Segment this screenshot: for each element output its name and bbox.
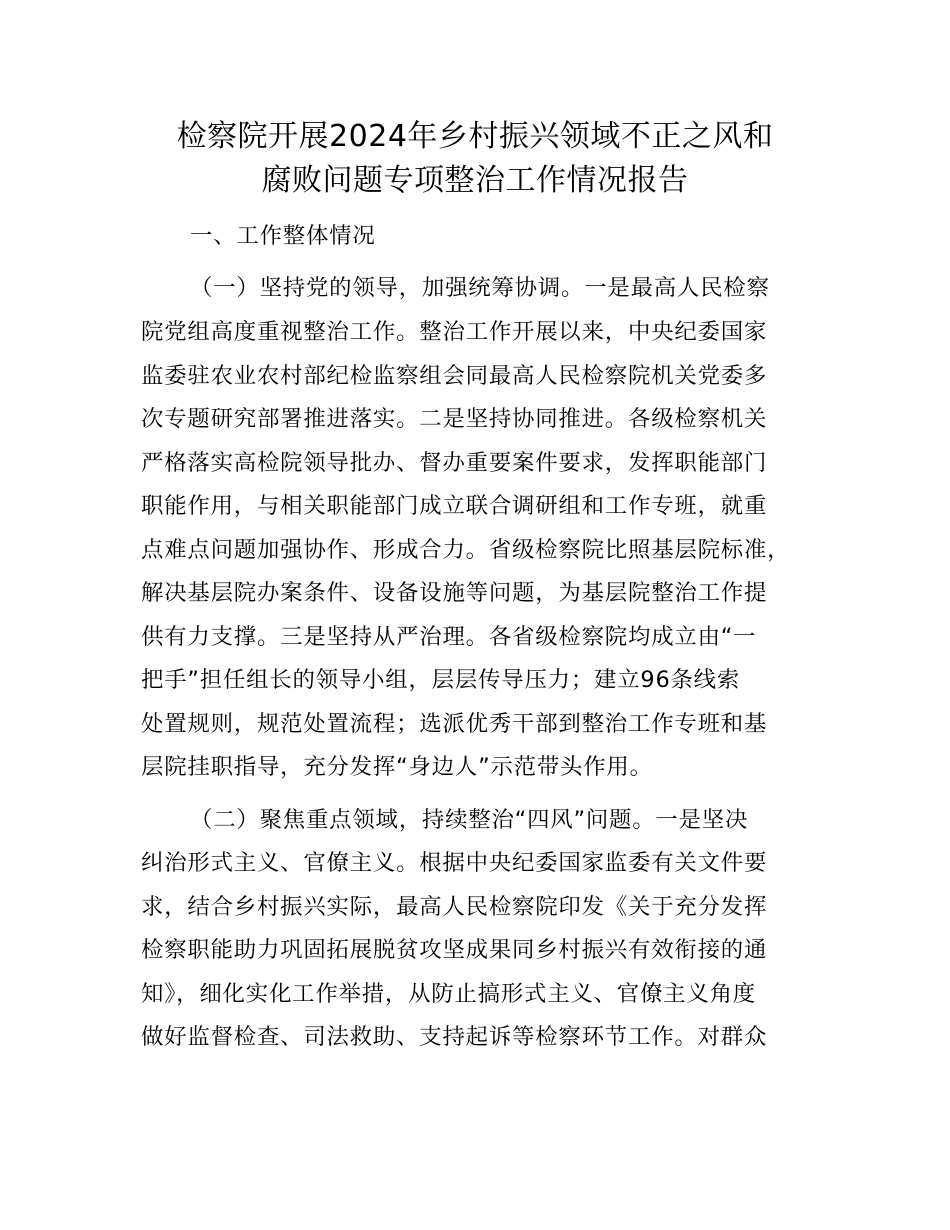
paragraph-1-line: 点难点问题加强协作、形成合力。省级检察院比照基层院标准， bbox=[141, 537, 791, 563]
paragraph-1-line: 监委驻农业农村部纪检监察组会同最高人民检察院机关党委多 bbox=[141, 363, 768, 389]
paragraph-1-line: （一）坚持党的领导，加强统筹协调。一是最高人民检察 bbox=[190, 275, 770, 301]
paragraph-1-line: 次专题研究部署推进落实。二是坚持协同推进。各级检察机关 bbox=[141, 406, 768, 432]
paragraph-2-line: 做好监督检查、司法救助、支持起诉等检察环节工作。对群众 bbox=[141, 1024, 768, 1050]
paragraph-1-line: 职能作用，与相关职能部门成立联合调研组和工作专班，就重 bbox=[141, 493, 768, 519]
paragraph-2-line: 检察职能助力巩固拓展脱贫攻坚成果同乡村振兴有效衔接的通 bbox=[141, 937, 768, 963]
paragraph-2-line: 求，结合乡村振兴实际，最高人民检察院印发《关于充分发挥 bbox=[141, 894, 768, 920]
section-heading: 一、工作整体情况 bbox=[190, 223, 376, 249]
paragraph-2-line: 纠治形式主义、官僚主义。根据中央纪委国家监委有关文件要 bbox=[141, 850, 768, 876]
paragraph-1-line: 供有力支撑。三是坚持从严治理。各省级检察院均成立由“一 bbox=[141, 624, 757, 650]
document-title-line-2: 腐败问题专项整治工作情况报告 bbox=[261, 163, 689, 198]
paragraph-1-line: 院党组高度重视整治工作。整治工作开展以来，中央纪委国家 bbox=[141, 319, 768, 345]
paragraph-1-line: 解决基层院办案条件、设备设施等问题，为基层院整治工作提 bbox=[141, 580, 768, 606]
paragraph-1-line: 把手”担任组长的领导小组，层层传导压力；建立96条线索 bbox=[141, 667, 741, 693]
paragraph-2-line: （二）聚焦重点领域，持续整治“四风”问题。一是坚决 bbox=[190, 807, 749, 833]
paragraph-1-line: 处置规则，规范处置流程；选派优秀干部到整治工作专班和基 bbox=[141, 711, 768, 737]
document-title-line-1: 检察院开展2024年乡村振兴领域不正之风和 bbox=[176, 119, 774, 154]
paragraph-2-line: 知》，细化实化工作举措，从防止搞形式主义、官僚主义角度 bbox=[141, 981, 756, 1007]
paragraph-1-line: 层院挂职指导，充分发挥“身边人”示范带头作用。 bbox=[141, 754, 653, 780]
paragraph-1-line: 严格落实高检院领导批办、督办重要案件要求，发挥职能部门 bbox=[141, 450, 768, 476]
